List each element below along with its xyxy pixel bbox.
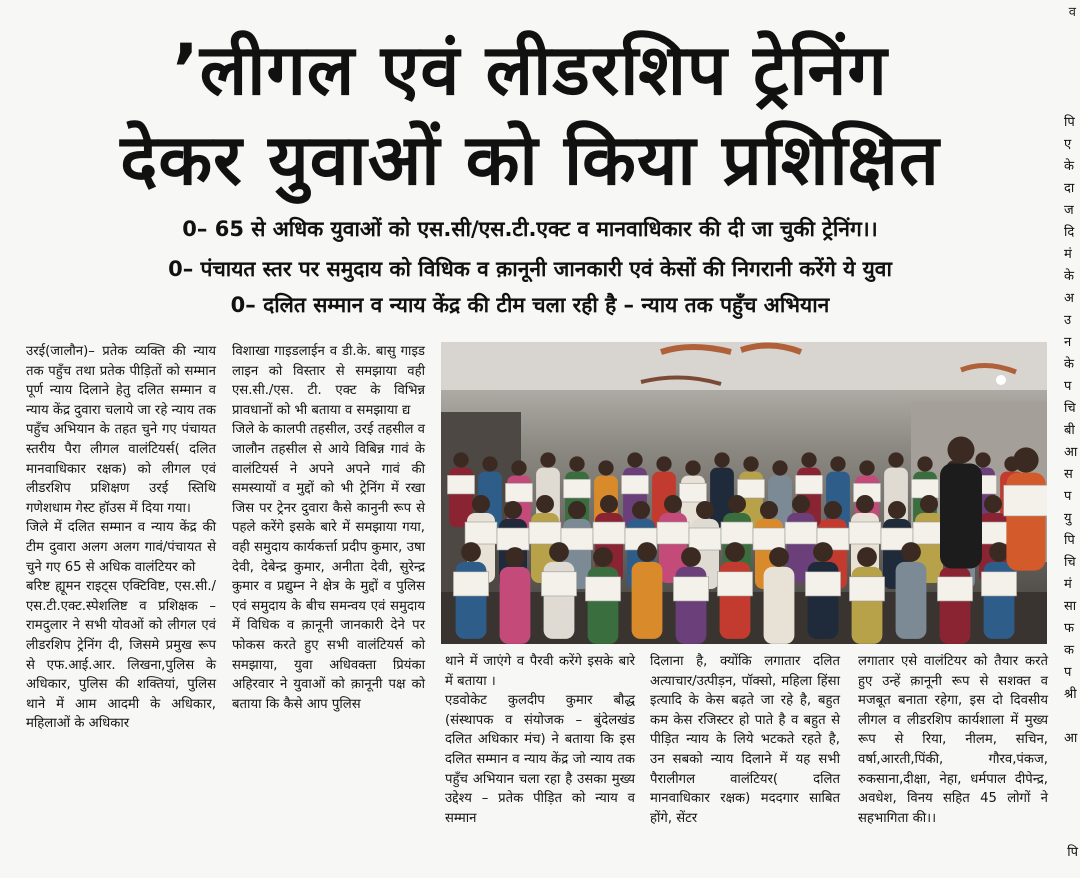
headline-line-2: देकर युवाओं को किया प्रशिक्षित [120,119,940,201]
cropped-top-text [20,0,200,10]
headline-line-1: ’लीगल एवं लीडरशिप ट्रेनिंग [172,29,888,111]
edge-fragment: प [1064,379,1072,394]
edge-fragment: के [1064,269,1074,284]
paragraph: जिले के कालपी तहसील, उरई तहसील व जालौन तहसील से आये विबिन्न गावं के वालंटियर्स ने अपने अपने गावं की समस्यायों व मुद्दों को भी ट्रेनिंग में रखा जिस पर ट्रेनर दुवारा कैसे कानुनी रूप से पहले करेंगे इसके बारे में समझाया गया, वही समुदाय कार्यकर्त्ता प्रदीप कुमार, उषा देवी, देबेन्द्र कुमार, अनीता देवी, सुरेन्द्र कुमार व प्रद्युम्न ने क्षेत्र के मुद्दों व पुलिस एवं समुदाय के बीच समन्वय एवं समुदाय में विधिक व क़ानूनी जानकारी देने पर फोकस करते हुए सभी वालंटियर्स को समझाया, युवा अधिवक्ता प्रियंका अहिरवार ने युवाओं को क़ानूनी पक्ष को बताया कि कैसे आप पुलिस [232,422,426,712]
edge-fragment: के [1064,159,1074,174]
edge-fragment: आ [1064,731,1078,746]
edge-fragment: यु [1064,511,1072,526]
edge-fragment: दि [1064,225,1075,240]
edge-fragment: मं [1064,577,1072,592]
paragraph: उरई(जालौन)– प्रतेक व्यक्ति की न्याय तक पहुँच तथा प्रतेक पीड़ितों को सम्मान पूर्ण न्याय दिलाने हेतु दलित सम्मान व न्याय केंद्र दुवारा चलाये जा रहे न्याय तक पहुँच अभियान के तहत चुने गए पंचायत स्तरीय पैरा लीगल वालंटियर्स( दलित मानवाधिकार रक्षक) को लीगल एवं लीडरशिप प्रशिक्षण उरई स्तिथि गणेशधाम गेस्ट हॉउस में दिया गया। [26,344,216,516]
paragraph: विशाखा गाइडलाईन व डी.के. बासु गाइड लाइन को विस्तार से समझाया वही एस.सी./एस. टी. एक्ट के विभिन्न प्रावधानों को भी बताया व समझाया द्य [232,344,425,418]
edge-fragment: फ [1064,621,1075,636]
cropped-right-edge-text: व [1068,5,1076,20]
edge-fragment [1064,706,1080,728]
paragraph: लगातार एसे वालंटियर को तैयार करते हुए उन्हें क़ानूनी रूप से सशक्त व मजबूत बनाता रहेगा, इस दो दिवसीय लीगल व लीडरशिप कार्यशाला में मुख्य रूप से रिया, नीलम, सचिन, वर्षा,आरती,पिंकी, गौरव,पंकज, रुकसाना,दीक्षा, नेहा, धर्मपाल दीपेन्द्र, अवधेश, विनय सहित 45 लोगों ने सहभागिता की।। [858,654,1048,826]
edge-fragment: ज [1064,203,1074,218]
group-photo [441,342,1047,644]
paragraph: थाने में जाएंगे व पैरवी करेंगे इसके बारे में बताया । [445,654,635,689]
paragraph: एडवोकेट कुलदीप कुमार बौद्ध (संस्थापक व संयोजक – बुंदेलखंड दलित अधिकार मंच) ने बताया कि इस दलित सम्मान व न्याय केंद्र जो न्याय तक पहुँच अभियान चला रहा है उसका मुख्य उद्देश्य – प्रतेक पीड़ित को न्याय व सम्मान [445,693,635,826]
edge-fragment: पि [1064,533,1075,548]
edge-fragment: बी [1064,423,1075,438]
article-column-3 [445,652,635,828]
edge-fragment: आ [1064,445,1078,460]
cropped-adjacent-column [1064,112,1080,750]
edge-fragment: उ [1064,313,1072,328]
paragraph: दिलाना है, क्योंकि लगातार दलित अत्याचार/उत्पीड़न, पॉक्सो, महिला हिंसा इत्यादि के केस बढ़ते जा रहे है, बहुत कम केस रजिस्टर हो पाते है व बहुत से पीड़ित न्याय के लिये भटकते रहते है, उन सबको न्याय दिलाने में यह सभी पैरालीगल वालंटियर( दलित मानवाधिकार रक्षक) मददगार साबित होंगे, सेंटर [650,654,840,826]
edge-fragment: दा [1064,181,1075,196]
edge-fragment: मं [1064,247,1072,262]
edge-fragment: पि [1064,115,1075,130]
edge-fragment: चि [1064,401,1076,416]
paragraph: बरिष्ट ह्यूमन राइट्स एक्टिविष्ट, एस.सी./एस.टी.एक्ट.स्पेशलिष्ट व प्रशिक्षक – रामदुलार ने सभी योवओं को लीगल एवं लीडरशिप ट्रेनिंग दी, जिसमे प्रमुख रूप से एफ.आई.आर. लिखना,पुलिस के अधिकार, पुलिस की शक्तियां, पुलिस थाने में आम आदमी के अधिकार, महिलाओं के अधिकार [26,579,216,732]
article-column-2 [232,342,425,714]
cropped-bottom-right-text: पि [1067,845,1078,860]
edge-fragment: प [1064,665,1072,680]
edge-fragment: चि [1064,555,1076,570]
paragraph: जिले में दलित सम्मान व न्याय केंद्र की टीम दुवारा अलग अलग गावं/पंचायत से चुने गए 65 से अधिक वालंटियर को [26,520,216,575]
edge-fragment: स [1064,467,1073,482]
article-column-1 [26,342,216,734]
edge-fragment: क [1064,643,1074,658]
subheading-3: 0– दलित सम्मान व न्याय केंद्र की टीम चला रही है – न्याय तक पहुँच अभियान [230,293,830,317]
article-column-5 [858,652,1048,828]
edge-fragment: अ [1064,291,1074,306]
edge-fragment: ए [1064,137,1072,152]
article-column-4 [650,652,840,828]
edge-fragment: न [1064,335,1072,350]
group-photo-illustration [441,342,1047,644]
edge-fragment: श्री [1064,687,1077,702]
subheading-2: 0– पंचायत स्तर पर समुदाय को विधिक व क़ानूनी जानकारी एवं केसों की निगरानी करेंगे ये युवा [168,257,892,281]
edge-fragment: सा [1064,599,1077,614]
edge-fragment: प [1064,489,1072,504]
edge-fragment: के [1064,357,1074,372]
subheading-1: 0– 65 से अधिक युवाओं को एस.सी/एस.टी.एक्ट व मानवाधिकार की दी जा चुकी ट्रेनिंग।। [182,217,878,241]
